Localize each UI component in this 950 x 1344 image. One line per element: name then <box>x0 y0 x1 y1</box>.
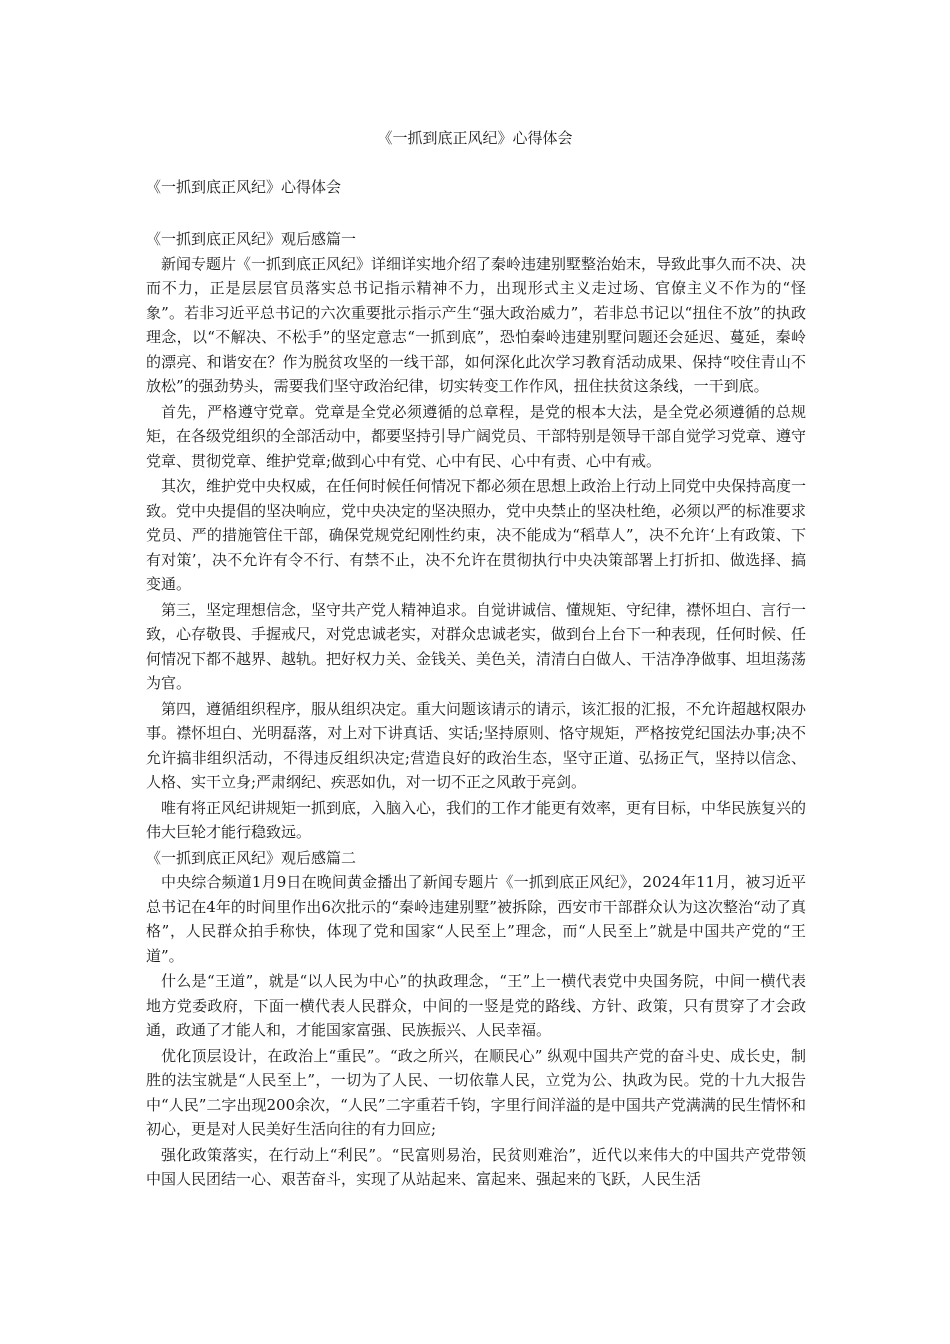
paragraph: 优化顶层设计，在政治上“重民”。“政之所兴，在顺民心” 纵观中国共产党的奋斗史、成长史，制胜的法宝就是“人民至上”，一切为了人民、一切依靠人民，立党为公、执政为民。党的十九大报告中“人民”二字出现200余次，“人民”二字重若千钧，字里行间洋溢的是中国共产党满满的民生情怀和初心，更是对人民美好生活向往的有力回应; <box>146 1046 806 1138</box>
paragraph: 其次，维护党中央权威，在任何时候任何情况下都必须在思想上政治上行动上同党中央保持高度一致。党中央提倡的坚决响应，党中央决定的坚决照办，党中央禁止的坚决杜绝，必须以严的标准要求党员、严的措施管住干部，确保党规党纪刚性约束，决不能成为“稻草人”，决不允许‘上有政策、下有对策’，决不允许有令不行、有禁不止，决不允许在贯彻执行中央决策部署上打折扣、做选择、搞变通。 <box>146 477 807 593</box>
paragraph: 第三，坚定理想信念，坚守共产党人精神追求。自觉讲诚信、懂规矩、守纪律，襟怀坦白、言行一致，心存敬畏、手握戒尺，对党忠诚老实，对群众忠诚老实，做到台上台下一种表现，任何时候、任何情况下都不越界、越轨。把好权力关、金钱关、美色关，清清白白做人、干洁净净做事、坦坦荡荡为官。 <box>146 600 807 692</box>
paragraph: 第四，遵循组织程序，服从组织决定。重大问题该请示的请示，该汇报的汇报，不允许超越权限办事。襟怀坦白、光明磊落，对上对下讲真话、实话;坚持原则、恪守规矩，严格按党纪国法办事;决不允许搞非组织活动，不得违反组织决定;营造良好的政治生态，坚守正道、弘扬正气，坚持以信念、人格、实干立身;严肃纲纪、疾恶如仇，对一切不正之风敢于亮剑。 <box>146 699 807 791</box>
section-heading-1: 《一抓到底正风纪》观后感篇一 <box>146 230 357 248</box>
document-title: 《一抓到底正风纪》心得体会 <box>377 129 573 147</box>
document-subtitle: 《一抓到底正风纪》心得体会 <box>146 178 342 196</box>
paragraph: 什么是“王道”，就是“以人民为中心”的执政理念，“王”上一横代表党中央国务院，中间一横代表地方党委政府，下面一横代表人民群众，中间的一竖是党的路线、方针、政策，只有贯穿了才会政通，政通了才能人和，才能国家富强、民族振兴、人民幸福。 <box>146 972 806 1039</box>
section-heading-2: 《一抓到底正风纪》观后感篇二 <box>146 848 357 867</box>
paragraph: 中央综合频道1月9日在晚间黄金播出了新闻专题片《一抓到底正风纪》，2024年11月，被习近平总书记在4年的时间里作出6次批示的“秦岭违建别墅”被拆除，西安市干部群众认为这次整治“动了真格”，人民群众拍手称快，体现了党和国家“人民至上”理念，而“人民至上”就是中国共产党的“王道”。 <box>146 873 806 965</box>
paragraph: 新闻专题片《一抓到底正风纪》详细详实地介绍了秦岭违建别墅整治始末，导致此事久而不决、决而不力，正是层层官员落实总书记指示精神不力，出现形式主义走过场、官僚主义不作为的“怪象”。若非习近平总书记的六次重要批示指示产生“强大政治威力”，若非总书记以“扭住不放”的执政理念，以“不解决、不松手”的坚定意志“一抓到底”，恐怕秦岭违建别墅问题还会延迟、蔓延，秦岭的漂亮、和谐安在？作为脱贫攻坚的一线干部，如何深化此次学习教育活动成果、保持“咬住青山不放松”的强劲势头，需要我们坚守政治纪律，切实转变工作作风，扭住扶贫这条线，一干到底。 <box>146 254 807 395</box>
document-body <box>146 227 806 1193</box>
paragraph: 唯有将正风纪讲规矩一抓到底，入脑入心，我们的工作才能更有效率，更有目标，中华民族复兴的伟大巨轮才能行稳致远。 <box>146 798 807 841</box>
paragraph: 强化政策落实，在行动上“利民”。“民富则易治，民贫则难治”，近代以来伟大的中国共产党带领中国人民团结一心、艰苦奋斗，实现了从站起来、富起来、强起来的飞跃，人民生活 <box>146 1145 806 1188</box>
paragraph: 首先，严格遵守党章。党章是全党必须遵循的总章程，是党的根本大法，是全党必须遵循的总规矩，在各级党组织的全部活动中，都要坚持引导广阔党员、干部特别是领导干部自觉学习党章、遵守党章、贯彻党章、维护党章;做到心中有党、心中有民、心中有责、心中有戒。 <box>146 402 807 470</box>
